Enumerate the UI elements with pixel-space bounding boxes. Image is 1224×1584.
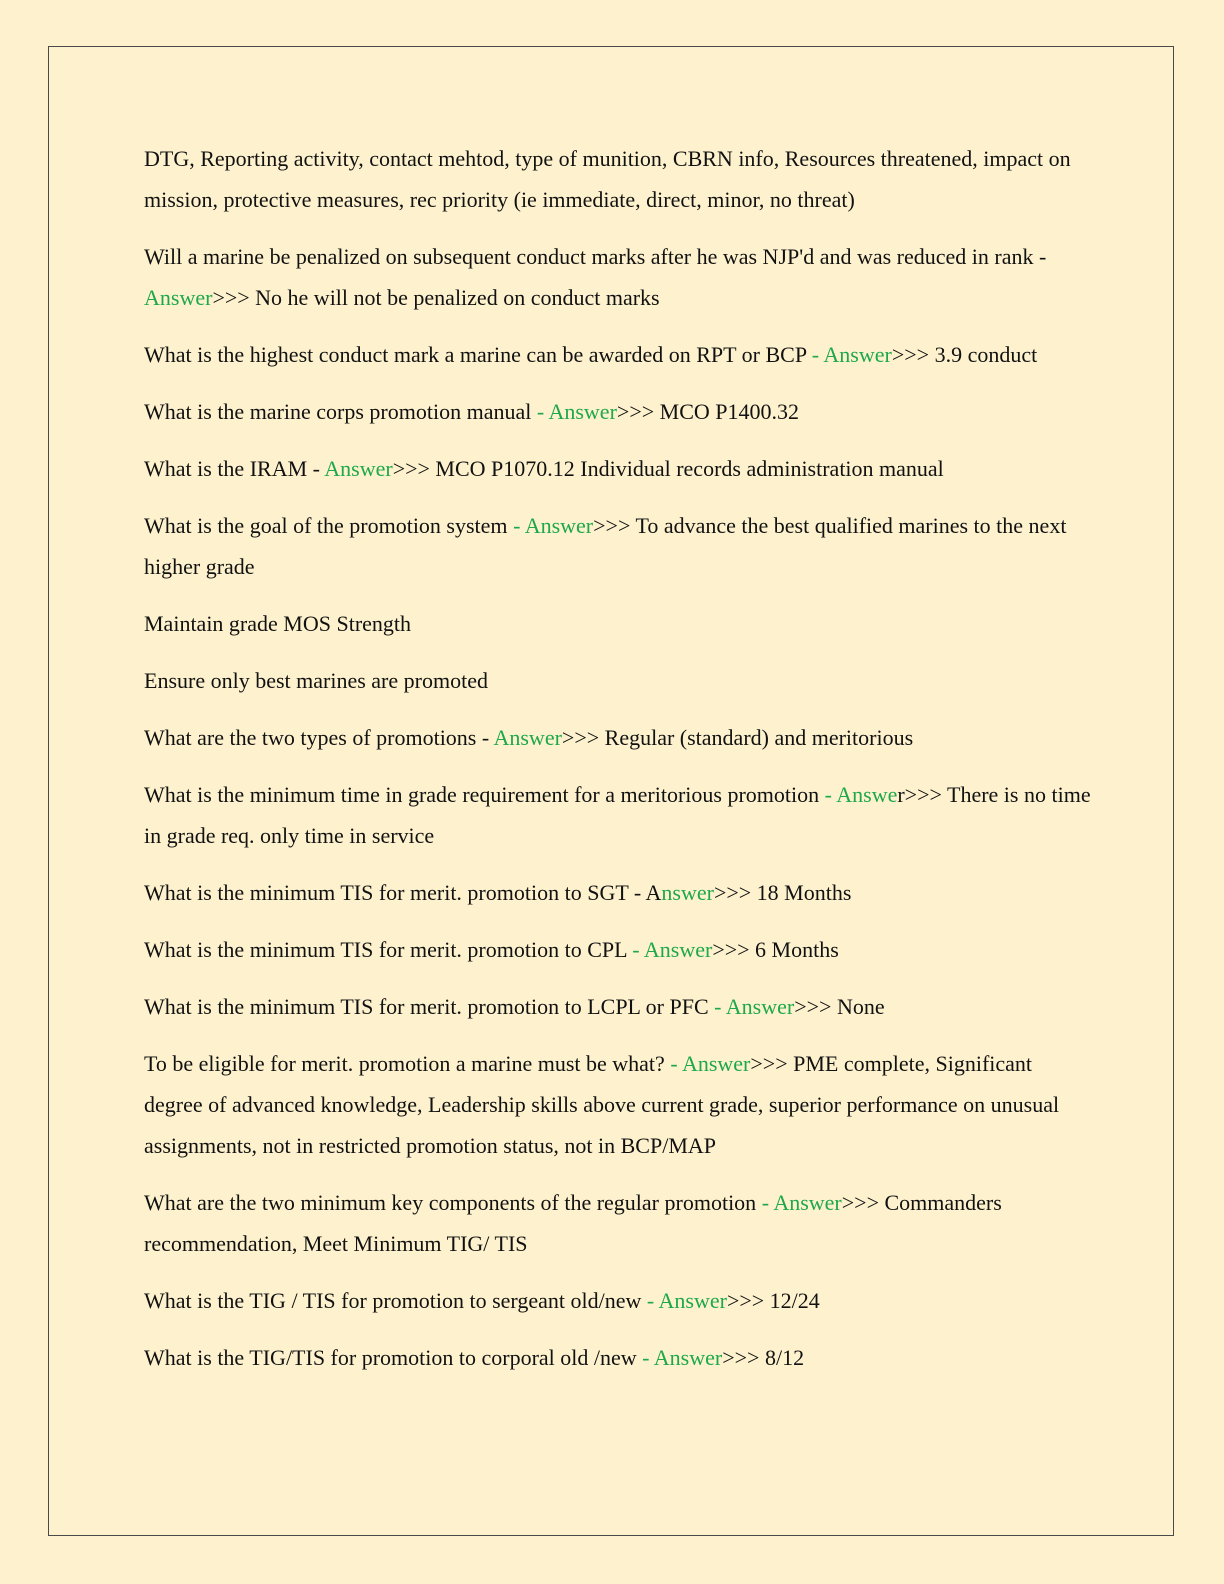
answer-text: >>> 3.9 conduct	[891, 342, 1038, 367]
qa-paragraph	[144, 391, 1094, 432]
answer-label: Answer	[524, 513, 594, 538]
question-text: What is the TIG / TIS for promotion to sergeant old/new	[144, 1288, 642, 1313]
answer-text: >>> 18 Months	[713, 880, 852, 905]
qa-paragraph	[144, 774, 1094, 856]
answer-label: nswer	[661, 880, 714, 905]
separator: -	[708, 994, 726, 1019]
answer-label: Answer	[324, 456, 393, 481]
qa-paragraph	[144, 872, 1094, 913]
answer-text: >>> No he will not be penalized on conduct marks	[212, 285, 660, 310]
answer-label: Answer	[725, 994, 795, 1019]
qa-paragraph	[144, 717, 1094, 758]
answer-label: Answe	[836, 782, 898, 807]
separator: -	[756, 1190, 774, 1215]
separator: -	[664, 1051, 682, 1076]
answer-text: >>> MCO P1400.32	[616, 399, 799, 424]
answer-text: >>> Commanders recommendation, Meet Minimum TIG/ TIS	[144, 1190, 1002, 1256]
question-text: What is the minimum TIS for merit. promotion to CPL	[144, 937, 627, 962]
qa-paragraph	[144, 448, 1094, 489]
qa-paragraph	[144, 1043, 1094, 1166]
answer-text: >>> 12/24	[726, 1288, 820, 1313]
question-text: Maintain grade MOS Strength	[144, 611, 412, 636]
answer-label: Answer	[653, 1345, 723, 1370]
answer-label: Answer	[548, 399, 617, 424]
qa-paragraph	[144, 603, 1094, 644]
question-text: Will a marine be penalized on subsequent conduct marks after he was NJP'd and was reduced in rank -	[144, 244, 1047, 269]
answer-text: >>> To advance the best qualified marines to the next higher grade	[144, 513, 1067, 579]
qa-paragraph	[144, 138, 1094, 220]
answer-label: Answer	[773, 1190, 842, 1215]
separator: -	[806, 342, 824, 367]
separator: -	[641, 1288, 659, 1313]
qa-paragraph	[144, 986, 1094, 1027]
qa-paragraph	[144, 1280, 1094, 1321]
answer-text: >>> None	[794, 994, 885, 1019]
question-text: To be eligible for merit. promotion a marine must be what?	[144, 1051, 665, 1076]
separator: -	[531, 399, 549, 424]
answer-text: >>> 8/12	[722, 1345, 805, 1370]
answer-text: >>> PME complete, Significant degree of advanced knowledge, Leadership skills above current grade, superior performance on unusual assignments, not in restricted promotion status, not in BCP/MAP	[144, 1051, 1060, 1158]
answer-text: >>> 6 Months	[712, 937, 839, 962]
answer-text: r>>> There is no time in grade req. only time in service	[144, 782, 1091, 848]
document-body	[144, 138, 1094, 1394]
qa-paragraph	[144, 1337, 1094, 1378]
separator: -	[626, 937, 644, 962]
question-text: What is the highest conduct mark a marine can be awarded on RPT or BCP	[144, 342, 807, 367]
qa-paragraph	[144, 334, 1094, 375]
answer-label: Answer	[144, 285, 213, 310]
question-text: What are the two types of promotions -	[144, 725, 494, 750]
question-text: What is the minimum time in grade requirement for a meritorious promotion	[144, 782, 820, 807]
answer-label: Answer	[681, 1051, 751, 1076]
answer-label: Answer	[493, 725, 562, 750]
question-text: What is the marine corps promotion manual	[144, 399, 532, 424]
qa-paragraph	[144, 505, 1094, 587]
answer-text: >>> MCO P1070.12 Individual records administration manual	[392, 456, 944, 481]
answer-label: Answer	[658, 1288, 727, 1313]
question-text: What are the two minimum key components of the regular promotion	[144, 1190, 757, 1215]
answer-label: Answer	[823, 342, 892, 367]
question-text: What is the TIG/TIS for promotion to corporal old /new	[144, 1345, 637, 1370]
qa-paragraph	[144, 660, 1094, 701]
question-text: What is the IRAM -	[144, 456, 325, 481]
qa-paragraph	[144, 236, 1094, 318]
separator: -	[819, 782, 837, 807]
question-text: What is the minimum TIS for merit. promotion to LCPL or PFC	[144, 994, 709, 1019]
question-text: What is the minimum TIS for merit. promotion to SGT - A	[144, 880, 662, 905]
separator: -	[636, 1345, 654, 1370]
answer-text: >>> Regular (standard) and meritorious	[561, 725, 914, 750]
question-text: What is the goal of the promotion system	[144, 513, 508, 538]
qa-paragraph	[144, 1182, 1094, 1264]
qa-paragraph	[144, 929, 1094, 970]
answer-label: Answer	[643, 937, 713, 962]
question-text: Ensure only best marines are promoted	[144, 668, 488, 693]
question-text: DTG, Reporting activity, contact mehtod, type of munition, CBRN info, Resources threatened, impact on mission, protective measures, rec priority (ie immediate, direct, minor, no threat)	[144, 146, 1071, 212]
separator: -	[507, 513, 525, 538]
